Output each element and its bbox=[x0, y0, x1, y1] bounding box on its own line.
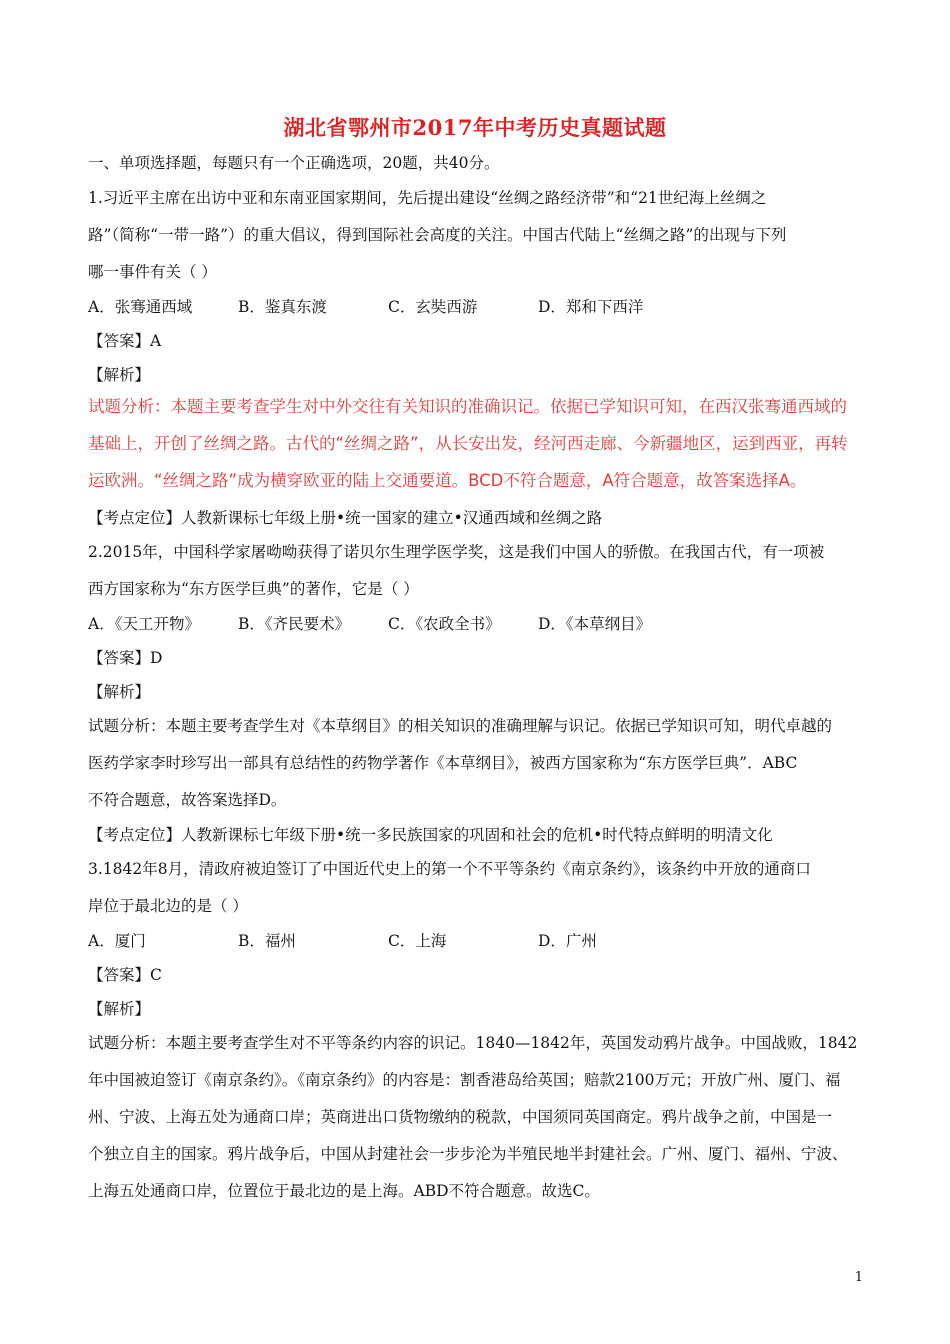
q1-option-d: D．郑和下西洋 bbox=[538, 298, 644, 316]
q1-stem-line-3: 哪一事件有关（ ） bbox=[88, 263, 217, 281]
q3-option-a: A．厦门 bbox=[88, 932, 146, 950]
q1-answer: 【答案】A bbox=[88, 332, 162, 350]
q1-stem-line-2: 路”（简称“一带一路”）的重大倡议，得到国际社会高度的关注。中国古代陆上“丝绸之路”的出现与下列 bbox=[88, 226, 787, 244]
q3-options bbox=[88, 931, 868, 951]
q1-analysis-line-3: 运欧洲。“丝绸之路”成为横穿欧亚的陆上交通要道。BCD不符合题意，A符合题意，故答案选择A。 bbox=[88, 471, 807, 490]
q3-analysis-line-3: 州、宁波、上海五处为通商口岸；英商进出口货物缴纳的税款，中国须同英国商定。鸦片战争之前，中国是一 bbox=[88, 1108, 833, 1126]
page-number: 1 bbox=[854, 1270, 863, 1285]
q2-answer: 【答案】D bbox=[88, 649, 163, 667]
q2-analysis-line-2: 医药学家李时珍写出一部具有总结性的药物学著作《本草纲目》，被西方国家称为“东方医学巨典”．ABC bbox=[88, 754, 798, 772]
q3-option-d: D．广州 bbox=[538, 932, 597, 950]
q1-option-a: A．张骞通西域 bbox=[88, 298, 193, 316]
q1-analysis-line-1: 试题分析：本题主要考查学生对中外交往有关知识的准确识记。依据已学知识可知，在西汉张骞通西域的 bbox=[88, 397, 847, 416]
q3-stem-line-1: 3.1842年8月，清政府被迫签订了中国近代史上的第一个不平等条约《南京条约》，该条约中开放的通商口 bbox=[88, 860, 811, 878]
q3-analysis-label: 【解析】 bbox=[88, 1000, 151, 1018]
q1-option-b: B．鉴真东渡 bbox=[238, 298, 327, 316]
q2-option-b: B．《齐民要术》 bbox=[238, 615, 351, 633]
q2-analysis-line-1: 试题分析：本题主要考查学生对《本草纲目》的相关知识的准确理解与识记。依据已学知识可知，明代卓越的 bbox=[88, 717, 833, 735]
q1-analysis-line-2: 基础上，开创了丝绸之路。古代的“丝绸之路”，从长安出发，经河西走廊、今新疆地区，运到西亚，再转 bbox=[88, 434, 848, 453]
q1-analysis-label: 【解析】 bbox=[88, 366, 151, 384]
q2-option-d: D．《本草纲目》 bbox=[538, 615, 652, 633]
section-heading: 一、单项选择题，每题只有一个正确选项，20题，共40分。 bbox=[88, 154, 500, 172]
q2-option-c: C．《农政全书》 bbox=[388, 615, 501, 633]
q3-analysis-line-5: 上海五处通商口岸，位置位于最北边的是上海。ABD不符合题意。故选C。 bbox=[88, 1182, 600, 1200]
q1-stem-line-1: 1.习近平主席在出访中亚和东南亚国家期间，先后提出建设“丝绸之路经济带”和“21世纪海上丝绸之 bbox=[88, 189, 767, 207]
q1-location: 【考点定位】人教新课标七年级上册•统一国家的建立•汉通西域和丝绸之路 bbox=[88, 509, 603, 527]
q1-option-c: C．玄奘西游 bbox=[388, 298, 478, 316]
q3-option-c: C．上海 bbox=[388, 932, 447, 950]
q2-option-a: A．《天工开物》 bbox=[88, 615, 200, 633]
q1-options bbox=[88, 297, 868, 317]
q2-options bbox=[88, 614, 868, 634]
document-title: 湖北省鄂州市2017年中考历史真题试题 bbox=[283, 115, 667, 140]
q2-stem-line-1: 2.2015年，中国科学家屠呦呦获得了诺贝尔生理学医学奖，这是我们中国人的骄傲。在我国古代，有一项被 bbox=[88, 543, 825, 561]
q3-analysis-line-1: 试题分析：本题主要考查学生对不平等条约内容的识记。1840—1842年，英国发动鸦片战争。中国战败，1842 bbox=[88, 1034, 858, 1052]
q2-stem-line-2: 西方国家称为“东方医学巨典”的著作，它是（ ） bbox=[88, 580, 419, 598]
q2-location: 【考点定位】人教新课标七年级下册•统一多民族国家的巩固和社会的危机•时代特点鲜明的明清文化 bbox=[88, 826, 773, 844]
q2-analysis-line-3: 不符合题意，故答案选择D。 bbox=[88, 791, 287, 809]
q2-analysis-label: 【解析】 bbox=[88, 683, 151, 701]
q3-stem-line-2: 岸位于最北边的是（ ） bbox=[88, 897, 248, 915]
q3-analysis-line-4: 个独立自主的国家。鸦片战争后，中国从封建社会一步步沦为半殖民地半封建社会。广州、厦门、福州、宁波、 bbox=[88, 1145, 848, 1163]
q3-analysis-line-2: 年中国被迫签订《南京条约》。《南京条约》的内容是：割香港岛给英国；赔款2100万元；开放广州、厦门、福 bbox=[88, 1071, 841, 1089]
q3-option-b: B．福州 bbox=[238, 932, 296, 950]
q3-answer: 【答案】C bbox=[88, 966, 162, 984]
